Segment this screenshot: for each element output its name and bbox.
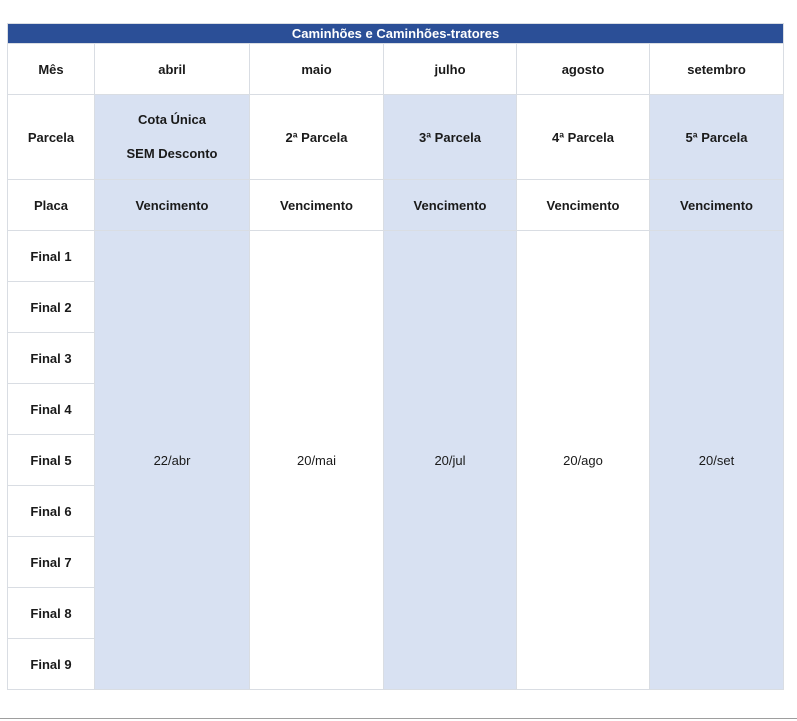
- installment-cell-maio: 2ª Parcela: [250, 95, 384, 180]
- month-header-abril: abril: [95, 44, 250, 95]
- installment-row-label: Parcela: [8, 95, 95, 180]
- due-date-julho: 20/jul: [384, 231, 517, 690]
- installment-row: [8, 95, 784, 180]
- month-row: [8, 44, 784, 95]
- final-label-7: Final 7: [8, 537, 95, 588]
- due-date-maio: 20/mai: [250, 231, 384, 690]
- table-title: Caminhões e Caminhões-tratores: [8, 24, 784, 44]
- final-label-8: Final 8: [8, 588, 95, 639]
- final-label-2: Final 2: [8, 282, 95, 333]
- due-label-agosto: Vencimento: [517, 180, 650, 231]
- month-header-agosto: agosto: [517, 44, 650, 95]
- final-label-6: Final 6: [8, 486, 95, 537]
- due-label-julho: Vencimento: [384, 180, 517, 231]
- table-row: [8, 231, 784, 282]
- plate-row: [8, 180, 784, 231]
- installment-abril-line1: Cota Única: [138, 112, 206, 127]
- final-label-1: Final 1: [8, 231, 95, 282]
- installment-cell-setembro: 5ª Parcela: [650, 95, 784, 180]
- due-date-agosto: 20/ago: [517, 231, 650, 690]
- due-label-maio: Vencimento: [250, 180, 384, 231]
- month-row-label: Mês: [8, 44, 95, 95]
- due-label-abril: Vencimento: [95, 180, 250, 231]
- installment-abril-line2: SEM Desconto: [126, 146, 218, 161]
- ipva-schedule-table: [7, 23, 784, 690]
- installment-cell-abril: [95, 95, 250, 180]
- month-header-setembro: setembro: [650, 44, 784, 95]
- final-label-3: Final 3: [8, 333, 95, 384]
- month-header-maio: maio: [250, 44, 384, 95]
- due-label-setembro: Vencimento: [650, 180, 784, 231]
- month-header-julho: julho: [384, 44, 517, 95]
- plate-row-label: Placa: [8, 180, 95, 231]
- final-label-9: Final 9: [8, 639, 95, 690]
- installment-cell-julho: 3ª Parcela: [384, 95, 517, 180]
- installment-cell-agosto: 4ª Parcela: [517, 95, 650, 180]
- final-label-4: Final 4: [8, 384, 95, 435]
- table-title-row: [8, 24, 784, 44]
- final-label-5: Final 5: [8, 435, 95, 486]
- due-date-setembro: 20/set: [650, 231, 784, 690]
- due-date-abril: 22/abr: [95, 231, 250, 690]
